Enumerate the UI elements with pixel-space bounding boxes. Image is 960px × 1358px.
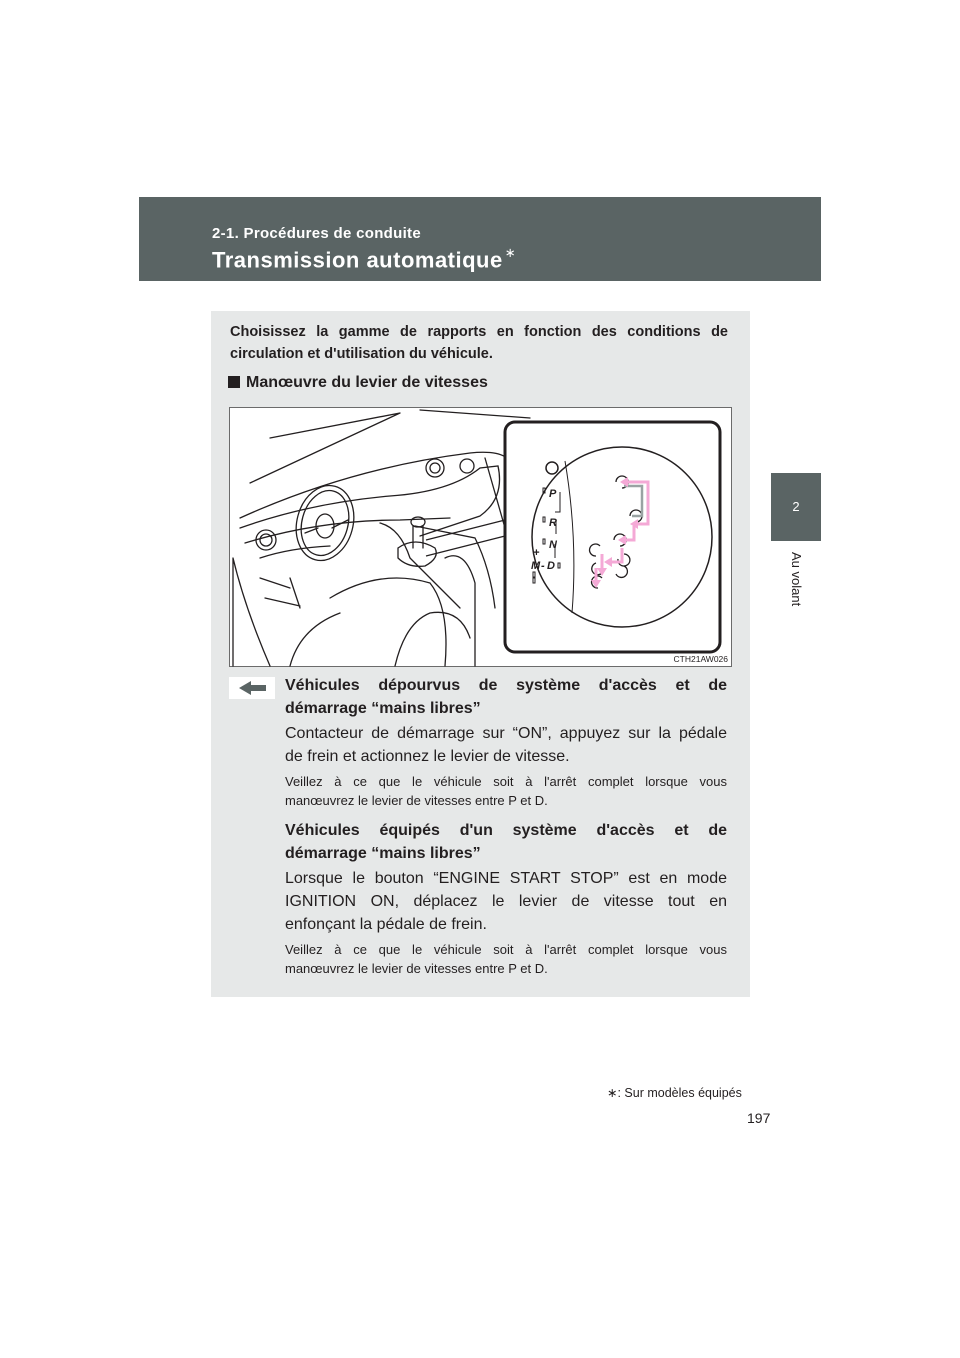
- gate-d: D: [547, 560, 555, 572]
- chapter-tab: [771, 473, 821, 541]
- subheading: [228, 374, 488, 392]
- section-label: 2-1. Procédures de conduite: [212, 225, 421, 242]
- header-bar: [139, 197, 821, 281]
- shift-lever-figure: [229, 407, 732, 667]
- section-heading-line: démarrage “mains libres”: [285, 700, 481, 717]
- gate-n: N: [549, 539, 557, 551]
- footnote: ∗: Sur modèles équipés: [607, 1086, 742, 1100]
- figure-code: CTH21AW026: [673, 654, 728, 664]
- body-line: IGNITION ON, déplacez le levier de vitesse tout en: [285, 893, 727, 910]
- subheading-text: Manœuvre du levier de vitesses: [246, 374, 488, 391]
- page-title: [212, 247, 516, 273]
- gate-plus: +: [533, 547, 540, 559]
- body-line: enfonçant la pédale de frein.: [285, 916, 487, 933]
- section-smart-key-note: [285, 940, 727, 978]
- chapter-label: [784, 552, 808, 632]
- section-smart-key: [285, 819, 727, 865]
- equipped-mark: ∗: [504, 245, 517, 260]
- cabin-illustration: [230, 408, 733, 668]
- note-line: manœuvrez le levier de vitesses entre P et D.: [285, 793, 548, 808]
- body-line: Contacteur de démarrage sur “ON”, appuyez sur la pédale: [285, 725, 727, 742]
- chapter-label-text: Au volant: [789, 552, 804, 607]
- section-no-smart-key-note: [285, 772, 727, 810]
- body-line: Lorsque le bouton “ENGINE START STOP” est en mode: [285, 870, 727, 887]
- note-line: manœuvrez le levier de vitesses entre P et D.: [285, 961, 548, 976]
- section-no-smart-key: [285, 674, 727, 720]
- arrow-left-icon: [229, 677, 275, 699]
- page-number: 197: [747, 1110, 771, 1126]
- intro-text: Choisissez la gamme de rapports en fonction des conditions de circulation et d'utilisation du véhicule.: [230, 324, 728, 362]
- note-line: Veillez à ce que le véhicule soit à l'arrêt complet lorsque vous: [285, 942, 727, 957]
- gate-minus: -: [541, 560, 545, 572]
- gate-p: P: [549, 488, 557, 500]
- chapter-number: 2: [792, 499, 800, 514]
- page-title-text: Transmission automatique: [212, 247, 503, 273]
- square-bullet-icon: [228, 376, 240, 388]
- section-no-smart-key-body: [285, 722, 727, 768]
- gate-r: R: [549, 517, 557, 529]
- gate-m: M: [531, 560, 541, 572]
- body-line: de frein et actionnez le levier de vitesse.: [285, 748, 570, 765]
- note-line: Veillez à ce que le véhicule soit à l'arrêt complet lorsque vous: [285, 774, 727, 789]
- section-heading-line: Véhicules dépourvus de système d'accès et de: [285, 677, 727, 694]
- section-heading-line: Véhicules équipés d'un système d'accès et de: [285, 822, 727, 839]
- section-smart-key-body: [285, 867, 727, 936]
- section-heading-line: démarrage “mains libres”: [285, 845, 481, 862]
